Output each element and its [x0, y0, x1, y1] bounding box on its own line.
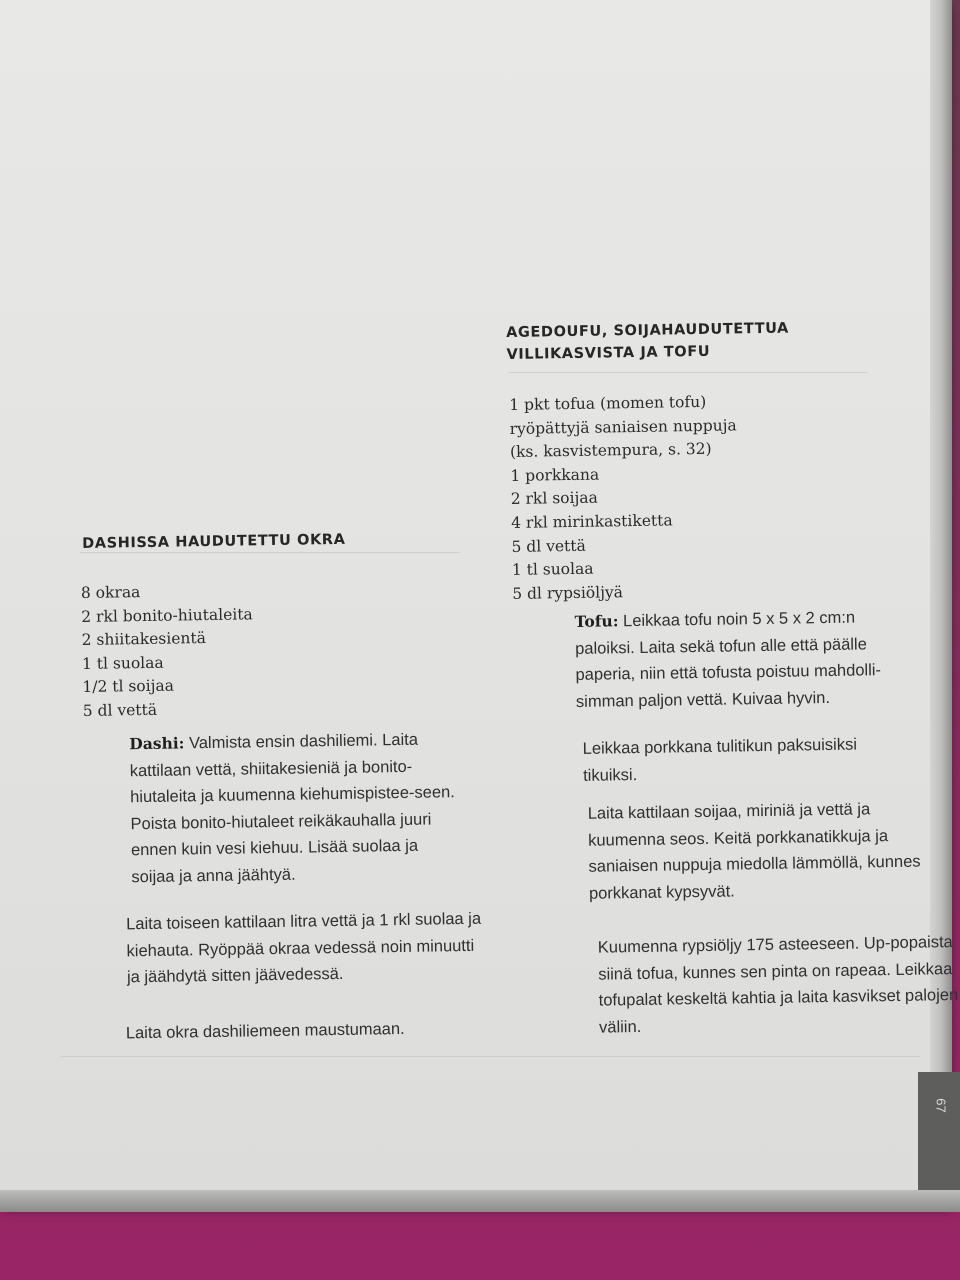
instruction-paragraph [129, 726, 461, 890]
step-text: Laita toiseen kattilaan litra vettä ja 1 rkl suolaa ja kiehauta. Ryöppää okraa vedessä noin minuutti ja jäähdytä sitten jäävedessä. [126, 909, 482, 987]
page-number-tab [918, 1072, 960, 1190]
ingredient-item: 2 rkl bonito-hiutaleita [81, 604, 253, 626]
step-lead: Tofu: [574, 611, 619, 631]
ingredient-item: 1/2 tl soijaa [82, 676, 175, 697]
recipe-right [506, 315, 959, 1042]
ingredient-list [81, 579, 255, 723]
step-text: Valmista ensin dashiliemi. Laita kattilaan vettä, shiitakesieniä ja bonito-hiutaleita ja kuumenna kiehumispistee-seen. Poista bonito-hiutaleet reikäkauhalla juuri ennen kuin vesi kiehuu. Lisää suolaa ja soijaa ja anna jäähtyä. [129, 730, 455, 886]
instruction-paragraph [598, 929, 960, 1041]
step-lead: Dashi: [129, 733, 185, 754]
ingredient-item: (ks. kasvistempura, s. 32) [509, 439, 712, 462]
instruction-paragraph [588, 795, 935, 906]
instruction-paragraph [583, 731, 914, 789]
page-number: 67 [933, 1098, 949, 1113]
instruction-paragraph [126, 1015, 486, 1047]
ingredient-item: 1 tl suolaa [511, 559, 594, 580]
ingredient-item: 8 okraa [80, 583, 141, 602]
recipe-title-line: AGEDOUFU, SOIJAHAUDUTETTUA [506, 320, 790, 341]
instruction-paragraph [126, 906, 487, 991]
ingredient-item: 4 rkl mirinkastiketta [511, 511, 673, 532]
step-text: Leikkaa porkkana tulitikun paksuisiksi tikuiksi. [582, 735, 858, 785]
recipe-title: DASHISSA HAUDUTETTU OKRA [82, 531, 346, 552]
book-cover-edge [0, 1190, 960, 1212]
step-text: Laita kattilaan soijaa, miriniä ja vettä ja kuumenna seos. Keitä porkkanatikkuja ja saniaisen nuppuja miedolla lämmöllä, kunnes porkkanat kypsyvät. [587, 800, 921, 903]
ingredient-item: 5 dl vettä [82, 700, 158, 720]
step-text: Leikkaa tofu noin 5 x 5 x 2 cm:n paloiksi. Laita sekä tofun alle että päälle paperia, niin että tofusta poistuu mahdolli-simman paljon vettä. Kuivaa hyvin. [574, 608, 882, 711]
ingredient-item: 1 tl suolaa [81, 653, 164, 673]
ingredient-item: 5 dl vettä [511, 536, 586, 556]
recipe-left [80, 526, 508, 1053]
ingredient-item: 2 rkl soijaa [510, 488, 598, 509]
step-text: Kuumenna rypsiöljy 175 asteeseen. Up-popaista siinä tofua, kunnes sen pinta on rapeaa. Leikkaa tofupalat keskeltä kahtia ja laita kasvikset palojen väliin. [597, 933, 959, 1037]
ingredient-item: ryöpättyjä saniaisen nuppuja [509, 415, 737, 438]
divider-line [60, 1056, 920, 1057]
instruction-paragraph [575, 604, 912, 715]
ingredient-item: 1 pkt tofua (momen tofu) [509, 392, 707, 414]
step-text: Laita okra dashiliemeen maustumaan. [125, 1019, 405, 1043]
ingredient-item: 2 shiitakesientä [81, 629, 207, 650]
recipe-title [506, 316, 907, 366]
recipe-title-line: VILLIKASVISTA JA TOFU [506, 343, 711, 363]
ingredient-item: 1 porkkana [510, 465, 600, 485]
ingredient-item: 5 dl rypsiöljyä [512, 582, 624, 603]
ingredient-list [509, 390, 739, 606]
